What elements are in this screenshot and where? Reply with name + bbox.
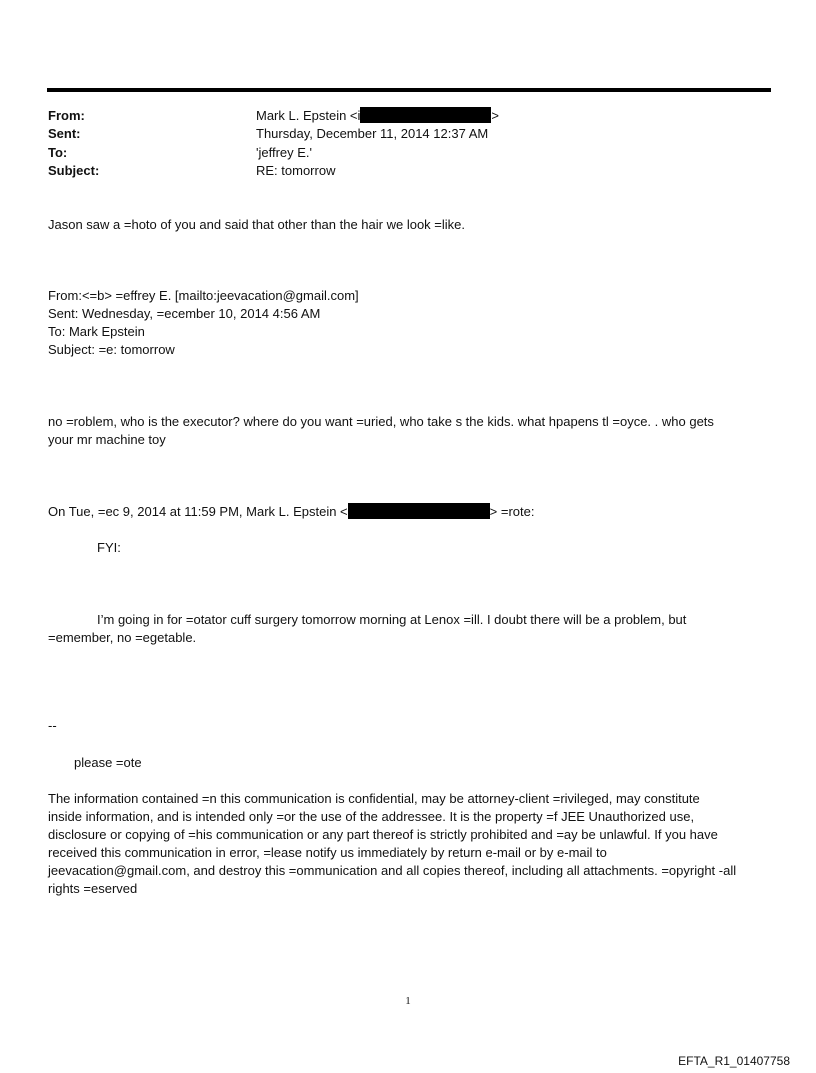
quoted-subject: Subject: =e: tomorrow <box>48 342 175 357</box>
from-value-prefix: Mark L. Epstein <i <box>256 108 361 123</box>
original-line: I’m going in for =otator cuff surgery tomorrow morning at Lenox =ill. I doubt there will be a problem, but <box>97 612 687 627</box>
please-note: please =ote <box>74 755 142 770</box>
bates-number: EFTA_R1_01407758 <box>678 1054 790 1068</box>
fyi-line: FYI: <box>97 540 121 555</box>
sent-value: Thursday, December 11, 2014 12:37 AM <box>256 126 489 141</box>
disclaimer-line: rights =eserved <box>48 881 138 896</box>
attribution-line <box>48 503 772 521</box>
redaction-box <box>360 107 491 123</box>
redaction-box <box>348 503 490 519</box>
disclaimer-line: disclosure or copying of =his communication or any part thereof is strictly prohibited and =ay be unlawful. If you have <box>48 827 718 842</box>
disclaimer-line: received this communication in error, =lease notify us immediately by return e-mail or by e-mail to <box>48 845 607 860</box>
quoted-sent: Sent: Wednesday, =ecember 10, 2014 4:56 AM <box>48 306 321 321</box>
quoted-to: To: Mark Epstein <box>48 324 145 339</box>
body-line: Jason saw a =hoto of you and said that other than the hair we look =like. <box>48 217 465 232</box>
from-label: From: <box>48 108 85 123</box>
signature-dashes: -- <box>48 718 57 733</box>
reply-line: no =roblem, who is the executor? where do you want =uried, who take s the kids. what hpapens tl =oyce. . who gets <box>48 414 714 429</box>
original-line: =emember, no =egetable. <box>48 630 197 645</box>
from-value <box>256 107 499 125</box>
disclaimer-line: jeevacation@gmail.com, and destroy this =ommunication and all copies thereof, including all attachments. =opyright -all <box>48 863 737 878</box>
subject-value: RE: tomorrow <box>256 163 336 178</box>
header-rule <box>47 88 771 92</box>
subject-label: Subject: <box>48 163 100 178</box>
to-label: To: <box>48 145 68 160</box>
attribution-prefix: On Tue, =ec 9, 2014 at 11:59 PM, Mark L. Epstein < <box>48 504 348 519</box>
disclaimer-line: The information contained =n this communication is confidential, may be attorney-client =rivileged, may constitute <box>48 791 700 806</box>
quoted-from: From:<=b> =effrey E. [mailto:jeevacation@gmail.com] <box>48 288 359 303</box>
sent-label: Sent: <box>48 126 81 141</box>
attribution-suffix: > =rote: <box>489 504 535 519</box>
to-value: 'jeffrey E.' <box>256 145 313 160</box>
disclaimer-line: inside information, and is intended only =or the use of the addressee. It is the property =f JEE Unauthorized use, <box>48 809 695 824</box>
reply-line: your mr machine toy <box>48 432 166 447</box>
from-value-suffix: > <box>491 108 499 123</box>
page-number: 1 <box>405 995 411 1007</box>
